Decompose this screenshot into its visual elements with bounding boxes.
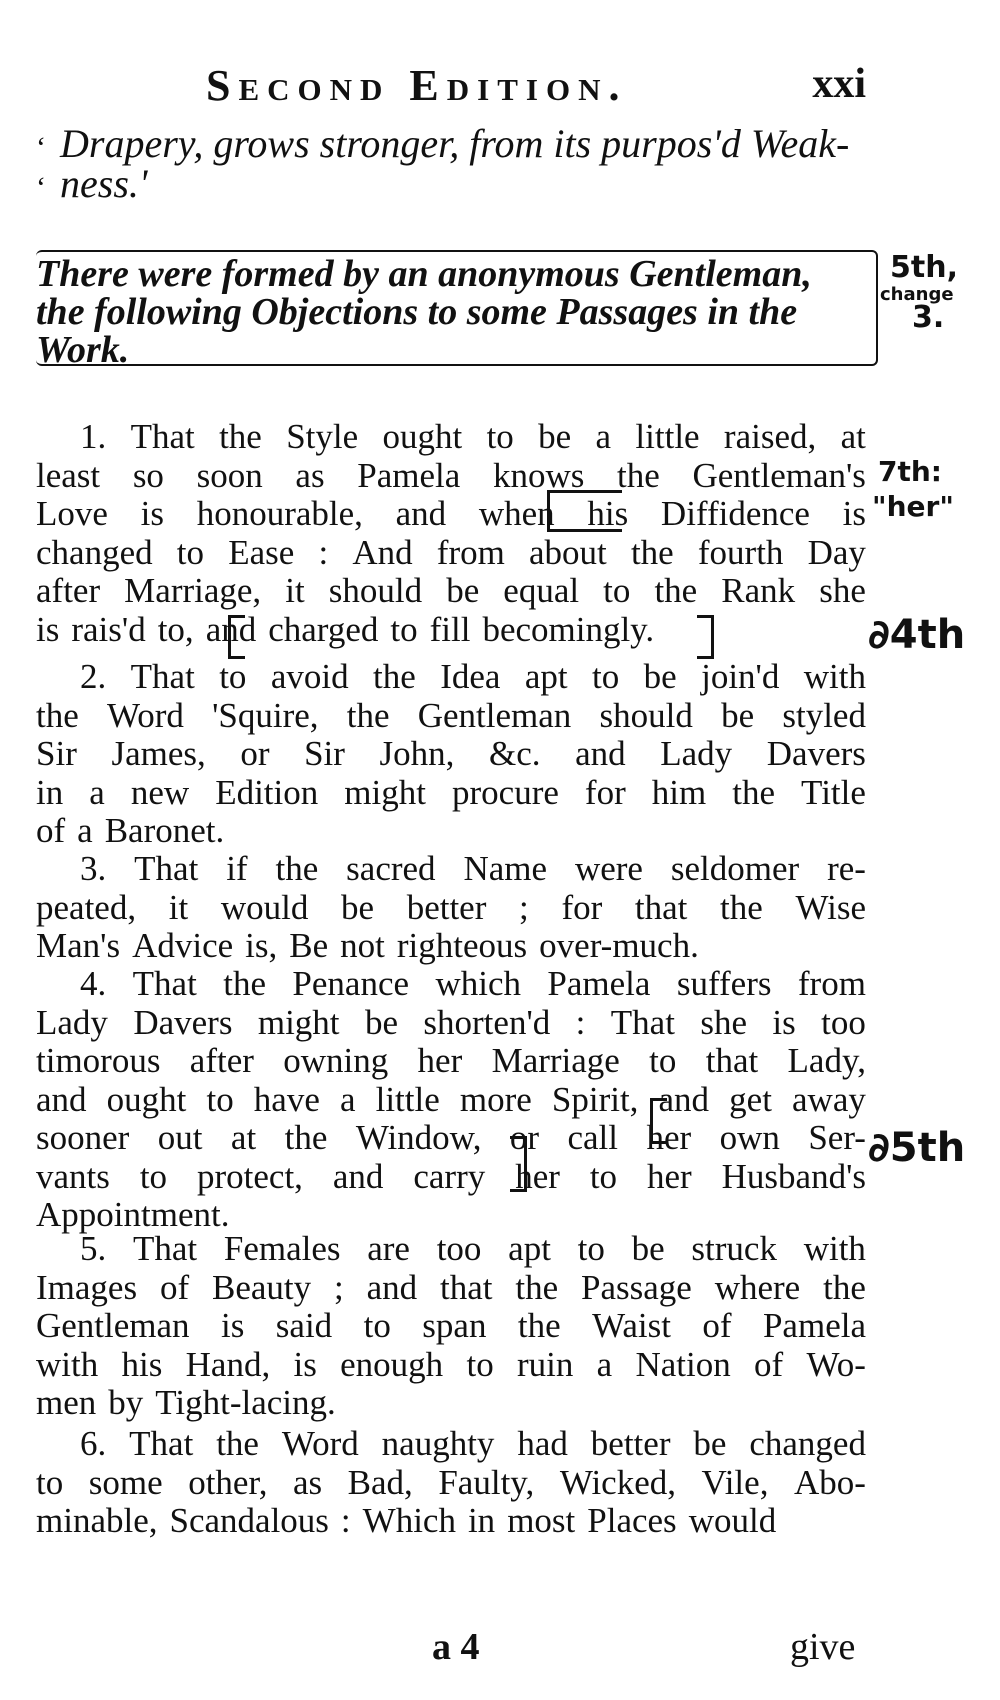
- objection-4-line-7: Appointment.: [36, 1195, 230, 1234]
- quote-line-2: [36, 162, 876, 210]
- objection-4-line-3: timorous after owning her Marriage to that Lady,: [36, 1041, 866, 1080]
- objection-6-line-1: 6. That the Word naughty had better be changed: [80, 1424, 866, 1463]
- objection-6-line-2: to some other, as Bad, Faulty, Wicked, Vile, Abo-: [36, 1462, 866, 1502]
- margin-note-change: change: [880, 284, 954, 305]
- note-line-1: There were formed by an anonymous Gentleman,: [36, 253, 812, 295]
- objection-3-line-3: Man's Advice is, Be not righteous over-much.: [36, 926, 699, 965]
- objection-4-line-5: sooner out at the Window, or call her own Ser-: [36, 1118, 866, 1157]
- objection-5-line-4: with his Hand, is enough to ruin a Nation of Wo-: [36, 1344, 866, 1384]
- margin-note-3: 3.: [912, 300, 945, 335]
- quote-text: ness.': [60, 161, 148, 206]
- quote-mark: ‘: [36, 131, 46, 164]
- quote-text: Drapery, grows stronger, from its purpos'd Weak-: [60, 121, 850, 166]
- objection-5-line-2: Images of Beauty ; and that the Passage where the: [36, 1267, 866, 1307]
- objection-2-line-3: Sir James, or Sir John, &c. and Lady Davers: [36, 734, 866, 773]
- objection-4-line-1: 4. That the Penance which Pamela suffers from: [80, 964, 866, 1003]
- objection-5-line-3: Gentleman is said to span the Waist of Pamela: [36, 1306, 866, 1345]
- signature-mark: a 4: [432, 1626, 480, 1668]
- margin-note-7th: 7th:: [878, 455, 942, 488]
- objection-1-line-6: is rais'd to, and charged to fill becomingly.: [36, 609, 655, 649]
- objection-4-line-6: vants to protect, and carry her to her Husband's: [36, 1156, 866, 1196]
- bracket-mark-close: [697, 615, 714, 659]
- objection-2-line-1: 2. That to avoid the Idea apt to be join'd with: [80, 657, 866, 696]
- objection-5-line-1: 5. That Females are too apt to be struck with: [80, 1229, 866, 1268]
- bracket-mark-get: [650, 1098, 667, 1144]
- quote-mark: ‘: [36, 171, 46, 204]
- objection-6-line-3: minable, Scandalous : Which in most Places would: [36, 1501, 777, 1540]
- margin-note-5th: 5th,: [890, 250, 958, 285]
- objection-1-line-4: changed to Ease : And from about the fourth Day: [36, 532, 866, 572]
- margin-note-her: "her": [872, 490, 954, 523]
- objection-3-line-2: peated, it would be better ; for that the Wise: [36, 887, 866, 927]
- objection-2-line-4: in a new Edition might procure for him the Title: [36, 772, 866, 812]
- objection-2-line-5: of a Baronet.: [36, 811, 225, 850]
- objection-1-line-3: Love is honourable, and when his Diffidence is: [36, 494, 866, 533]
- objection-2-line-2: the Word 'Squire, the Gentleman should be styled: [36, 695, 866, 735]
- note-line-3: Work.: [36, 329, 130, 371]
- running-head: [36, 60, 866, 120]
- running-title: Second Edition.: [206, 61, 628, 110]
- bracket-mark-his: [547, 490, 622, 532]
- bracket-mark-open: [228, 615, 245, 659]
- margin-note-4th: ∂4th: [868, 612, 966, 658]
- objection-5-line-5: men by Tight-lacing.: [36, 1383, 336, 1422]
- catchword: give: [790, 1626, 856, 1668]
- objection-3-line-1: 3. That if the sacred Name were seldomer re-: [80, 849, 866, 888]
- objection-1-line-1: 1. That the Style ought to be a little raised, at: [80, 417, 866, 456]
- objection-1-line-5: after Marriage, it should be equal to the Rank she: [36, 571, 866, 610]
- note-line-2: the following Objections to some Passages in the: [36, 291, 798, 333]
- objection-4-line-2: Lady Davers might be shorten'd : That she is too: [36, 1002, 866, 1042]
- page-number: xxi: [812, 61, 866, 107]
- margin-note-5th-b: ∂5th: [868, 1125, 966, 1171]
- bracket-mark-or: [510, 1136, 527, 1192]
- objection-1-line-2: least so soon as Pamela knows the Gentleman's: [36, 455, 866, 495]
- objection-4-line-4: and ought to have a little more Spirit, and get away: [36, 1079, 866, 1119]
